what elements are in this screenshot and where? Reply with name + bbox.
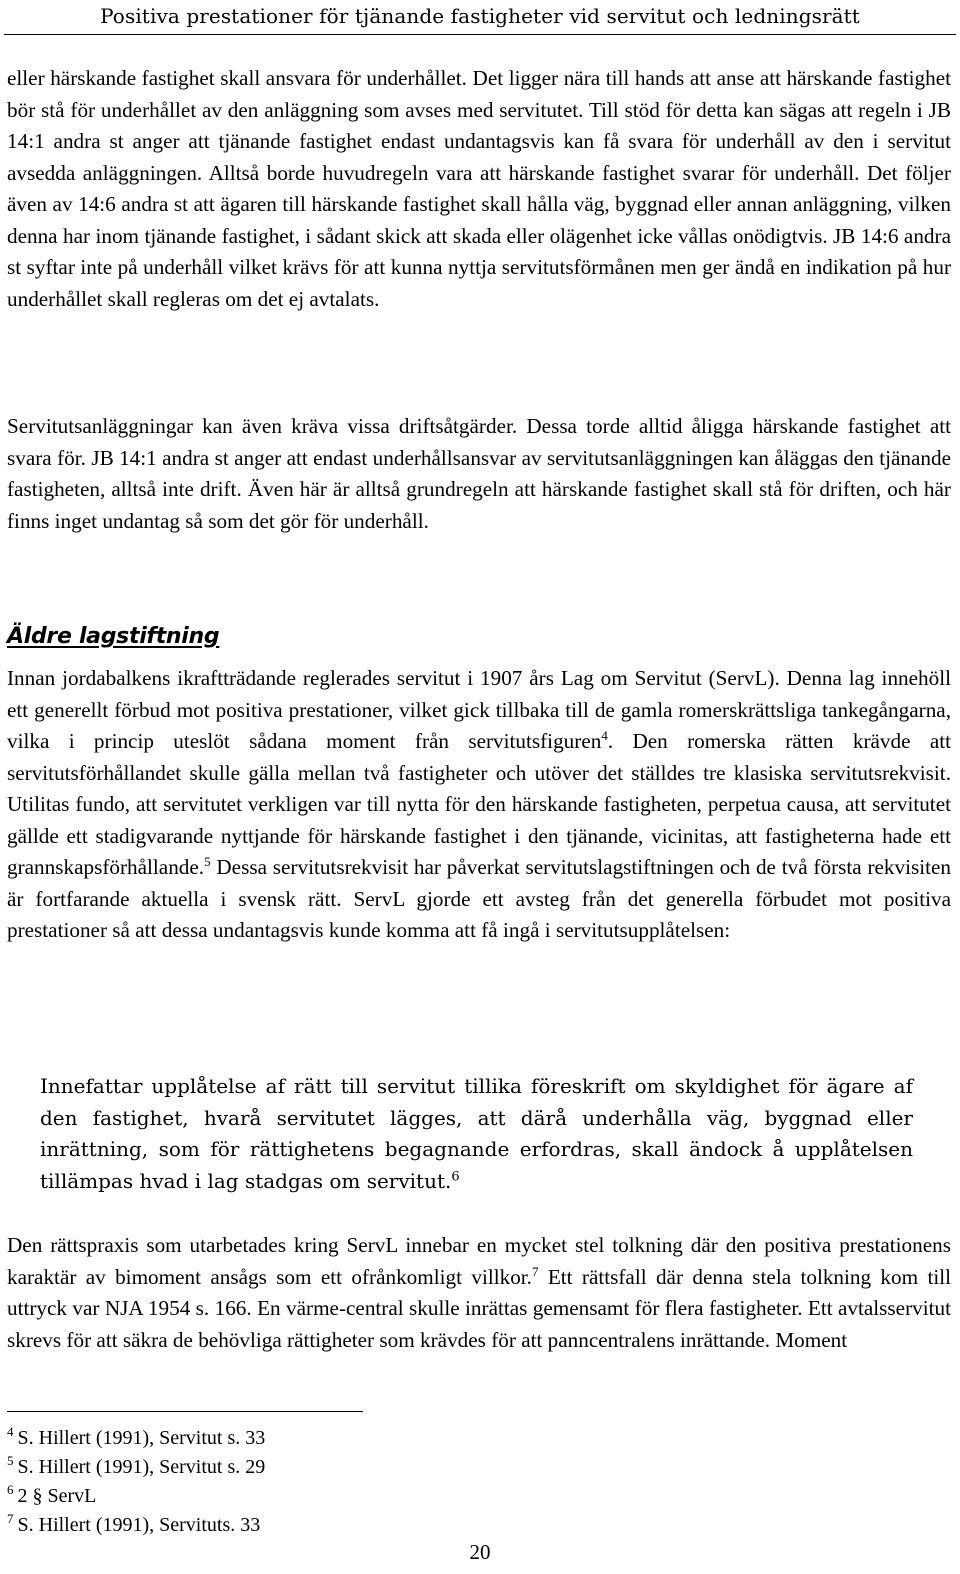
paragraph-text: . Den romerska rätten krävde att servitutsförhållandet skulle gälla mellan två fastigheter och utöver det ställdes tre klasiska servitutsrekvisit. Utilitas fundo, att servitutet verkligen var till nytta för den härskande fastigheten, perpetua causa, att servitutet gällde ett stadigvarande nyttjande för härskande fastighet i den tjänande, vicinitas, att fastigheterna hade ett grannskapsförhållande. xyxy=(7,729,952,879)
footnote-number: 7 xyxy=(7,1511,14,1527)
footnote-text: S. Hillert (1991), Servitut s. 29 xyxy=(17,1456,266,1478)
paragraph-servl-history xyxy=(7,663,951,947)
footnote-item xyxy=(7,1453,607,1482)
footnote-reference[interactable]: 7 xyxy=(531,1263,539,1279)
footnote-number: 6 xyxy=(7,1482,14,1498)
paragraph-text: Ett rättsfall där denna stela tolkning kom till uttryck var NJA 1954 s. 166. En värme-central skulle inrättas gemensamt för flera fastigheter. Ett avtalsservitut skrevs för att säkra de behövliga rättigheter som krävdes för att panncentralens inrättande. Moment xyxy=(7,1264,951,1352)
footnote-item xyxy=(7,1424,607,1453)
footnote-item xyxy=(7,1511,607,1540)
page-number: 20 xyxy=(469,1540,491,1564)
paragraph-text: Dessa servitutsrekvisit har påverkat servitutslagstiftningen och de två första rekvisiten är fortfarande aktuella i svensk rätt. ServL gjorde ett avsteg från det generella förbudet mot positiva prestationer så att dessa undantagsvis kunde komma att få ingå i servitutsupplåtelsen: xyxy=(7,855,951,942)
footnote-separator xyxy=(7,1411,363,1412)
footnote-number: 5 xyxy=(7,1453,14,1469)
quote-text: Innefattar upplåtelse af rätt till servitut tillika föreskrift om skyldighet för ägare af den fastighet, hvarå servitutet lägges, att därå underhålla väg, byggnad eller inrättning, som för rättighetens begagnande erfordras, skall ändock å upplåtelsen tillämpas hvad i lag stadgas om servitut. xyxy=(40,1074,913,1193)
footnote-item xyxy=(7,1482,607,1511)
header-rule xyxy=(4,34,956,35)
paragraph-case-law xyxy=(7,1230,951,1356)
section-heading-older-legislation: Äldre lagstiftning xyxy=(7,624,220,649)
footnote-number: 4 xyxy=(7,1424,14,1440)
footnote-reference[interactable]: 4 xyxy=(601,727,608,743)
paragraph-text: Den rättspraxis som utarbetades kring ServL innebar en mycket stel tolkning där den positiva prestationens karaktär av bimoment ansågs som ett ofrånkomligt villkor. xyxy=(7,1233,951,1289)
paragraph-maintenance: eller härskande fastighet skall ansvara för underhållet. Det ligger nära till hands att anse att härskande fastighet bör stå för underhållet av den anläggning som avses med servitutet. Till stöd för detta kan sägas att regeln i JB 14:1 andra st anger att tjänande fastighet endast undantagsvis kan få svara för underhåll av den i servitut avsedda anläggningen. Alltså borde huvudregeln vara att härskande fastighet svarar för underhåll. Det följer även av 14:6 andra st att ägaren till härskande fastighet skall hålla väg, byggnad eller annan anläggning, vilken denna har inom tjänande fastighet, i sådant skick att skada eller olägenhet icke vållas onödigtvis. JB 14:6 andra st syftar inte på underhåll vilket krävs för att kunna nyttja servitutsförmånen men ger ändå en indikation på hur underhållet skall regleras om det ej avtalats. xyxy=(7,66,951,311)
footnote-reference[interactable]: 6 xyxy=(451,1168,460,1184)
footnote-list xyxy=(7,1424,607,1540)
footnote-text: S. Hillert (1991), Servituts. 33 xyxy=(17,1514,261,1536)
paragraph-text: Innan jordabalkens ikraftträdande reglerades servitut i 1907 års Lag om Servitut (ServL). Denna lag innehöll ett generellt förbud mot positiva prestationer, vilket gick tillbaka till de gamla romerskrättsliga tankegångarna, vilka i princip uteslöt sådana moment från servitutsfiguren xyxy=(7,666,951,753)
paragraph-operations: Servitutsanläggningar kan även kräva vissa driftsåtgärder. Dessa torde alltid åligga härskande fastighet att svara för. JB 14:1 andra st anger att endast underhållsansvar av servitutsanläggningen kan åläggas den tjänande fastigheten, alltså inte drift. Även här är alltså grundregeln att härskande fastighet skall stå för driften, och här finns inget undantag så som det gör för underhåll. xyxy=(7,414,951,533)
footnote-reference[interactable]: 5 xyxy=(204,853,211,869)
statute-quote xyxy=(40,1071,913,1197)
footnote-text: S. Hillert (1991), Servitut s. 33 xyxy=(17,1427,266,1449)
running-header: Positiva prestationer för tjänande fastigheter vid servitut och ledningsrätt xyxy=(100,4,860,28)
footnote-text: 2 § ServL xyxy=(17,1485,97,1507)
